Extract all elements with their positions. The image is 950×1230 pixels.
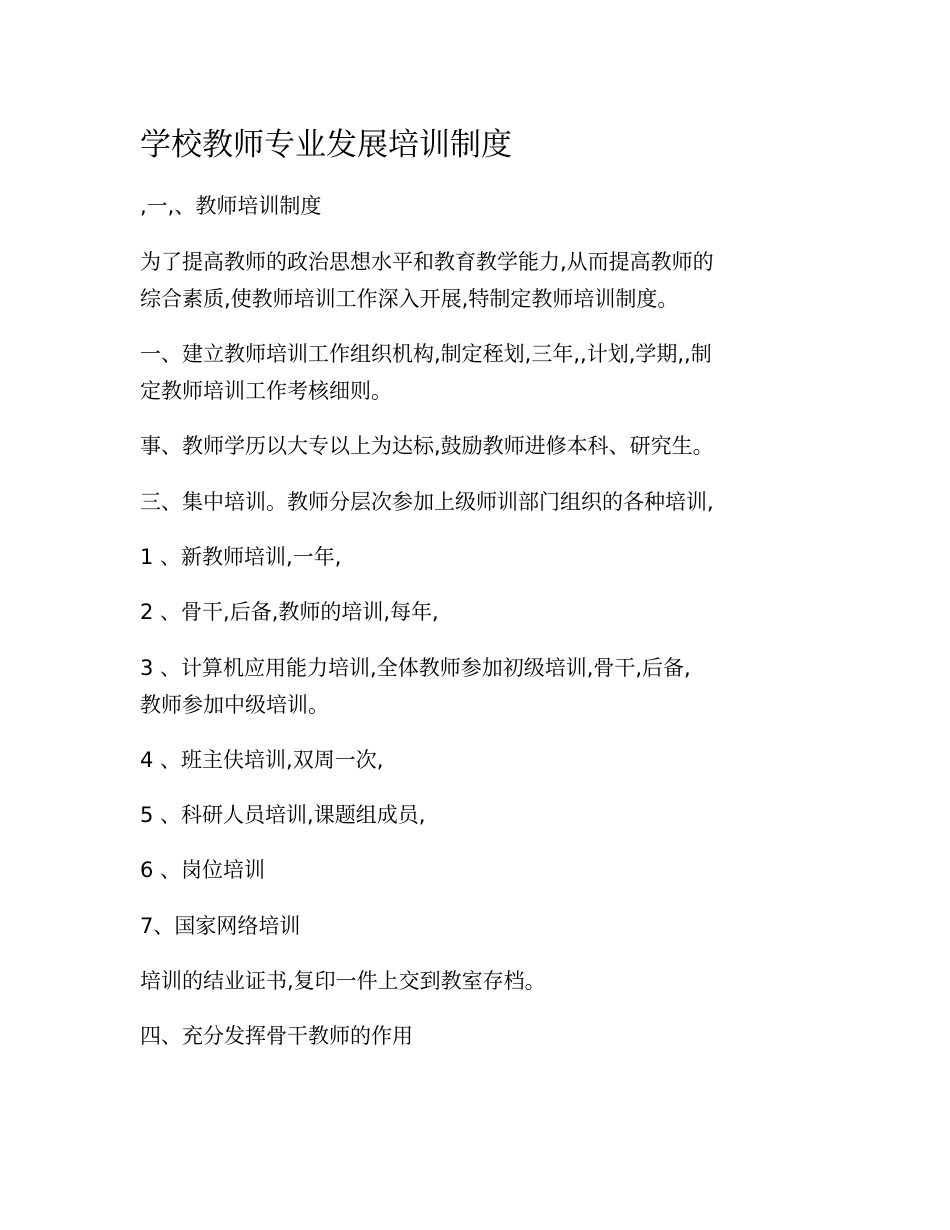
paragraph-line: 6 、岗位培训 [140, 858, 266, 882]
paragraph-line: 一、建立教师培训工作组织机构,制定秷划,三年,,计划,学期,,制 [140, 342, 712, 366]
paragraph-certificate [140, 963, 546, 1000]
paragraph-item-2 [140, 428, 714, 465]
document-title: 学校教师专业发展培训制度 [140, 127, 512, 163]
paragraph-line: 教师参加中级培训。 [140, 693, 329, 717]
paragraph-line: 3 、计算机应用能力培训,全体教师参加初级培训,骨干,后备, [140, 656, 691, 680]
paragraph-line: ,一,、教师培训制度 [140, 194, 322, 218]
paragraph-line: 培训的结业证书,复印一件上交到教室存档。 [140, 969, 546, 993]
paragraph-intro [140, 244, 714, 318]
list-item-6 [140, 852, 265, 889]
paragraph-line: 1 、新教师培训,一年, [140, 545, 342, 569]
paragraph-line: 事、教师学历以大专以上为达标,鼓励教师进修本科、研究生。 [140, 434, 714, 458]
paragraph-section-heading [140, 188, 321, 225]
paragraph-line: 2 、骨干,后备,教师的培训,每年, [140, 600, 439, 624]
list-item-5 [140, 797, 425, 834]
paragraph-line: 三、集中培训。教师分层次参加上级师训部门组织的各种培训, [140, 490, 714, 514]
paragraph-line: 定教师培训工作考核细则。 [140, 379, 392, 403]
list-item-3 [140, 650, 691, 724]
paragraph-item-1 [140, 336, 712, 410]
list-item-2 [140, 594, 439, 631]
list-item-7 [140, 908, 300, 945]
paragraph-line: 为了提高教师的政治思想水平和教育教学能力,从而提高教师的 [140, 250, 714, 274]
list-item-4 [140, 742, 383, 779]
paragraph-line: 综合素质,使教师培训工作深入开展,特制定教师培训制度。 [140, 287, 679, 311]
paragraph-line: 四、充分发挥骨干教师的作用 [140, 1024, 413, 1048]
paragraph-line: 4 、班主伕培训,双周一次, [140, 748, 384, 772]
paragraph-line: 5 、科研人员培训,课题组成员, [140, 803, 426, 827]
paragraph-item-4 [140, 1018, 413, 1055]
paragraph-line: 7、国家网络培训 [140, 914, 301, 938]
list-item-1 [140, 539, 341, 576]
paragraph-item-3 [140, 484, 714, 521]
